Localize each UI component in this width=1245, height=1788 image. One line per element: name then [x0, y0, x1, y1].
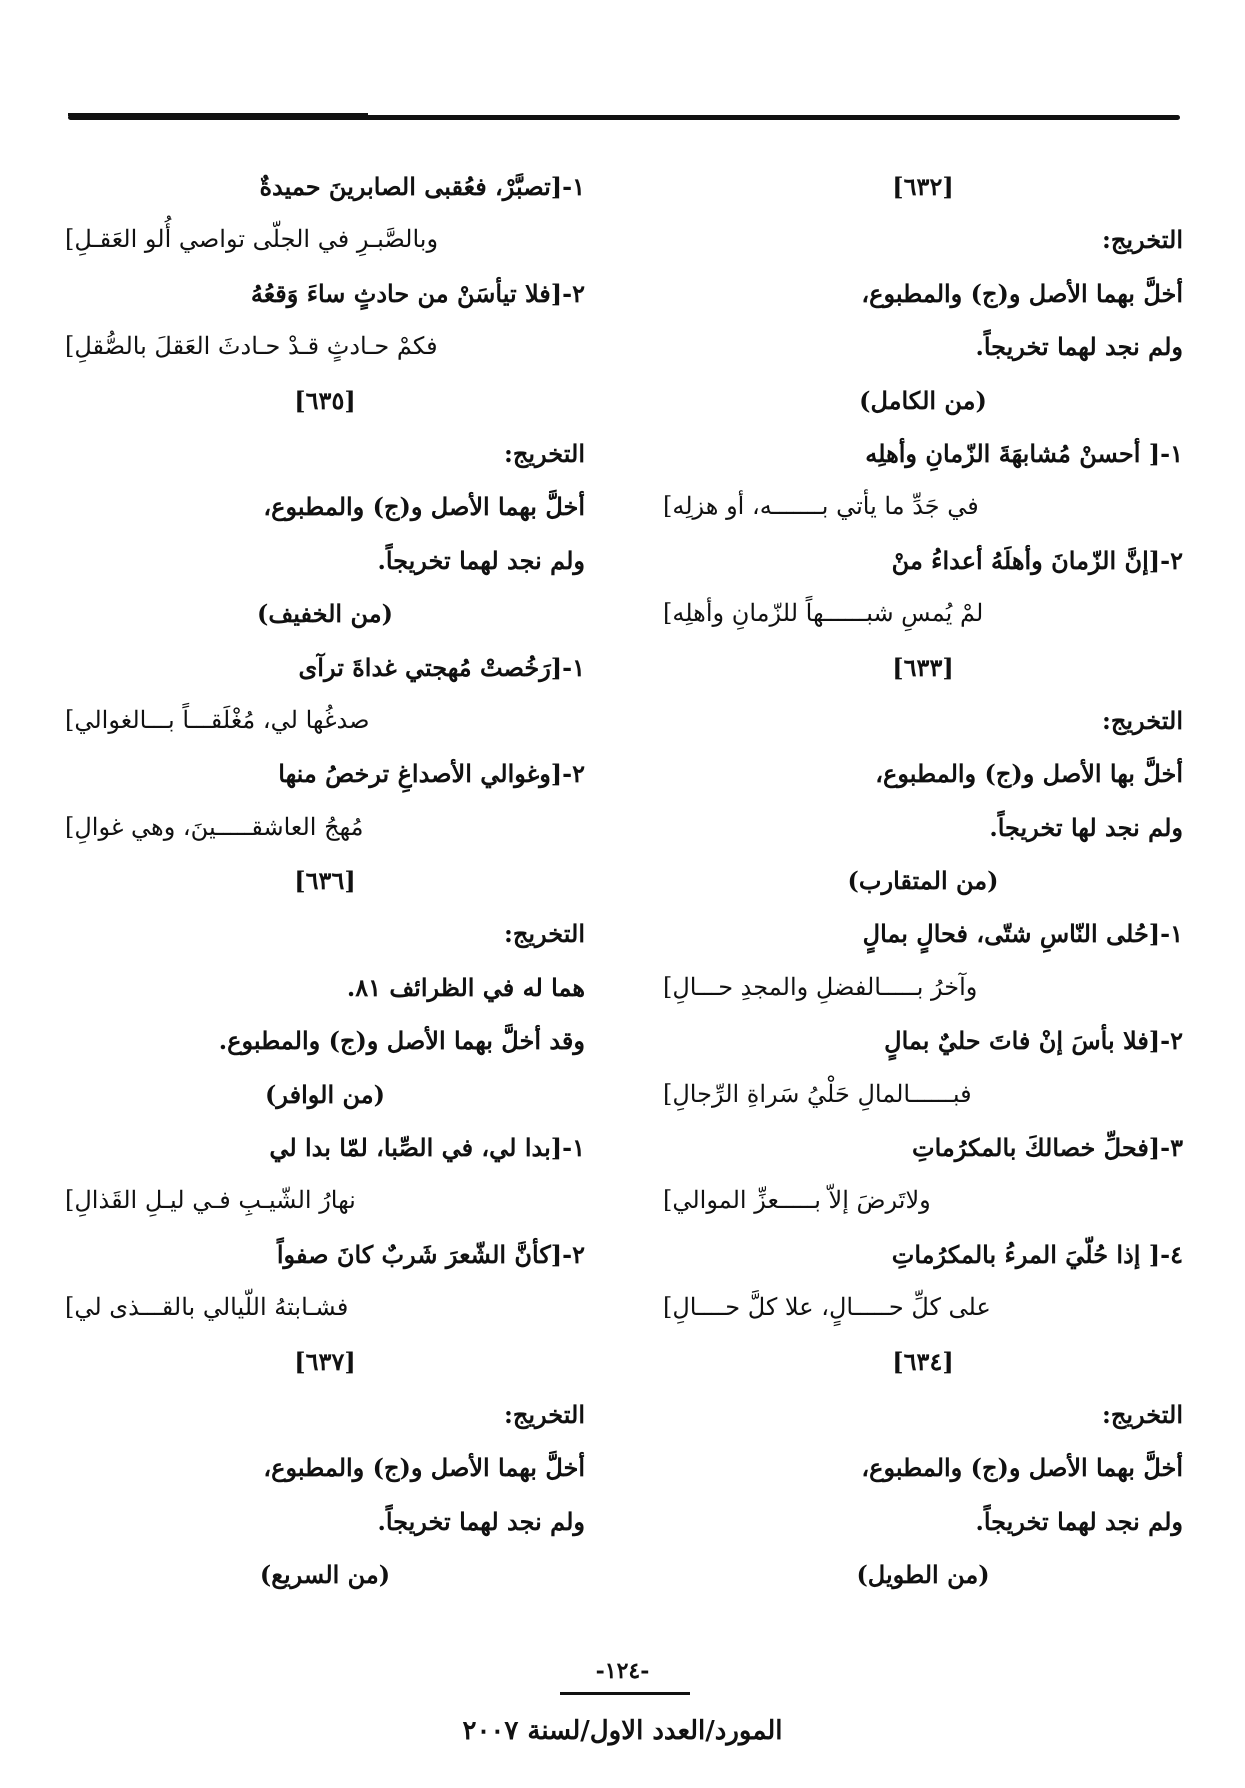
- text-line: أخلَّ بهما الأصل و(ج) والمطبوع،: [861, 1453, 1183, 1483]
- section-heading: التخريج:: [504, 438, 585, 468]
- right-column: [663, 160, 1183, 1602]
- text-line: ٢-[كأنَّ الشّعرَ شَربٌ كانَ صفواً: [276, 1239, 585, 1269]
- verse-hemistich: لمْ يُمسِ شبــــــهاً للزّمانِ وأهلِه]: [663, 599, 984, 628]
- verse-hemistich: فكمْ حـادثٍ قـدْ حـادثَ العَقلَ بالصُّقلِ]: [65, 332, 438, 361]
- text-line: ولم نجد لهما تخريجاً.: [975, 332, 1183, 362]
- text-line: ٤-[ إذا حُلّيَ المرءُ بالمكرُماتِ: [891, 1239, 1183, 1269]
- entry-number: [٦٣٥]: [294, 385, 356, 415]
- meter-label: (من الخفيف): [257, 599, 393, 629]
- section-heading: التخريج:: [1102, 1399, 1183, 1429]
- text-line: هما له في الظرائف ٨١.: [346, 972, 585, 1002]
- footer-rule: [560, 1692, 690, 1695]
- text-line: ١-[رَخُصتْ مُهجتي غداةَ ترآى: [298, 652, 585, 682]
- text-line: ٢-[إنَّ الزّمانَ وأهلَهُ أعداءُ منْ: [891, 545, 1183, 575]
- text-line: ١-[حُلى النّاسِ شتّى، فحالٍ بمالٍ: [862, 919, 1183, 949]
- text-line: ٢-[فلا بأسَ إنْ فاتَ حليٌ بمالٍ: [884, 1026, 1183, 1056]
- verse-hemistich: نهارُ الشّيـبِ فـي ليـلِ القَذالِ]: [65, 1186, 356, 1215]
- entry-number: [٦٣٤]: [892, 1346, 954, 1376]
- text-line: وقد أخلَّ بهما الأصل و(ج) والمطبوع.: [218, 1026, 585, 1056]
- entry-number: [٦٣٣]: [892, 652, 954, 682]
- text-line: ١-[بدا لي، في الصِّبا، لمّا بدا لي: [269, 1133, 585, 1163]
- left-column: [65, 160, 585, 1602]
- text-line: أخلَّ بهما الأصل و(ج) والمطبوع،: [263, 492, 585, 522]
- meter-label: (من الكامل): [859, 385, 987, 415]
- text-line: ولم نجد لهما تخريجاً.: [377, 545, 585, 575]
- text-line: أخلَّ بهما الأصل و(ج) والمطبوع،: [861, 278, 1183, 308]
- verse-hemistich: ولاتَرضَ إلاّ بـــــعزِّ الموالي]: [663, 1186, 931, 1215]
- meter-label: (من الطويل): [856, 1560, 990, 1590]
- entry-number: [٦٣٢]: [892, 172, 954, 201]
- verse-hemistich: فبــــــالمالِ حَلْيُ سَراةِ الرِّجالِ]: [663, 1079, 972, 1108]
- entry-number: [٦٣٧]: [294, 1346, 356, 1376]
- verse-hemistich: وبالصَّبـرِ في الجلّى تواصي أُلو العَقـلِ]: [65, 225, 439, 254]
- section-heading: التخريج:: [504, 1399, 585, 1429]
- meter-label: (من الوافر): [265, 1079, 385, 1109]
- section-heading: التخريج:: [1102, 225, 1183, 255]
- text-line: ولم نجد لهما تخريجاً.: [377, 1506, 585, 1536]
- text-line: ١-[تصبَّرْ، فعُقبى الصابرينَ حميدةٌ: [259, 172, 585, 201]
- section-heading: التخريج:: [1102, 705, 1183, 735]
- entry-number: [٦٣٦]: [294, 866, 356, 896]
- text-line: ١-[ أحسنْ مُشابهَةَ الزّمانِ وأهلِه: [865, 438, 1183, 468]
- text-line: ٢-[وغوالي الأصداغِ ترخصُ منها: [278, 759, 585, 789]
- text-line: أخلَّ بهما الأصل و(ج) والمطبوع،: [263, 1453, 585, 1483]
- verse-hemistich: وآخرُ بـــــالفضلِ والمجدِ حـــالِ]: [663, 972, 978, 1001]
- verse-hemistich: مُهجُ العاشقـــــينَ، وهي غوالِ]: [65, 812, 364, 841]
- verse-hemistich: في جَدِّ ما يأتي بـــــــه، أو هزلِه]: [663, 492, 979, 521]
- text-line: ولم نجد لها تخريجاً.: [989, 812, 1183, 842]
- verse-hemistich: فشـابتهُ اللّيالي بالقـــذى لي]: [65, 1293, 349, 1322]
- page-number: -١٢٤-: [595, 1658, 650, 1684]
- section-heading: التخريج:: [504, 919, 585, 949]
- meter-label: (من المتقارب): [847, 866, 999, 896]
- text-line: ولم نجد لهما تخريجاً.: [975, 1506, 1183, 1536]
- header-rule: [68, 115, 1180, 120]
- meter-label: (من السريع): [259, 1560, 391, 1590]
- text-line: ٢-[فلا تيأسَنْ من حادثٍ ساءَ وَقعُهُ: [250, 278, 585, 308]
- verse-hemistich: على كلِّ حـــــالٍ، علا كلَّ حــــالِ]: [663, 1293, 991, 1322]
- verse-hemistich: صدغُها لي، مُغْلَقـــاً بـــالغوالي]: [65, 705, 370, 734]
- journal-footer: المورد/العدد الاول/لسنة ٢٠٠٧: [462, 1716, 783, 1746]
- text-line: أخلَّ بها الأصل و(ج) والمطبوع،: [875, 759, 1183, 789]
- text-line: ٣-[فحلِّ خصالكَ بالمكرُماتِ: [912, 1133, 1183, 1163]
